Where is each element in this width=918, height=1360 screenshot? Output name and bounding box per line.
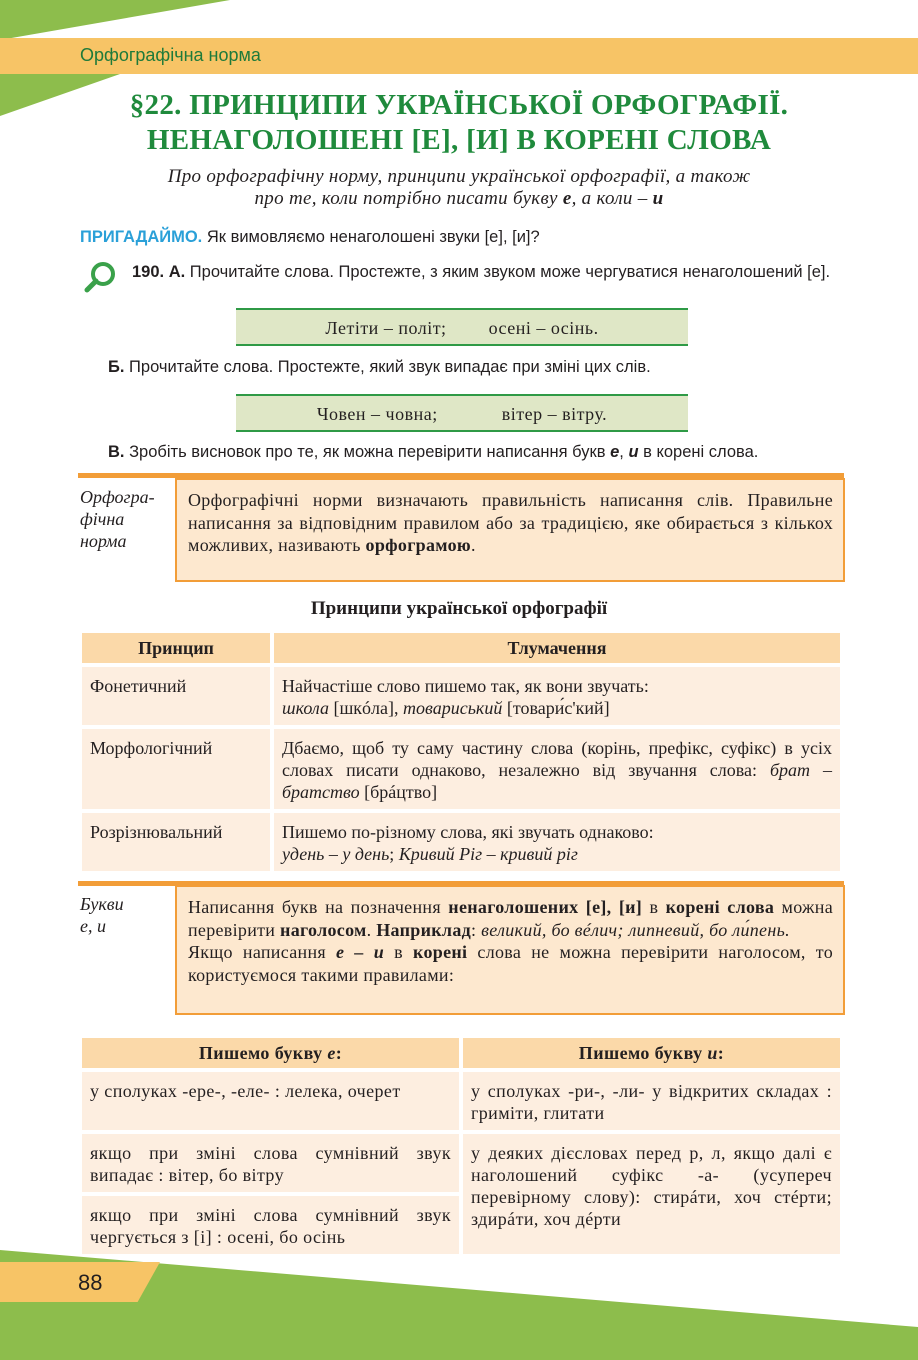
principle-name: Розрізнювальний: [82, 813, 270, 871]
letter-e: е: [610, 443, 620, 461]
desc-example: удень – у день: [282, 844, 390, 864]
page-title: [0, 88, 918, 158]
letter-i: и: [628, 443, 639, 461]
title-line-1: §22. ПРИНЦИПИ УКРАЇНСЬКОЇ ОРФОГРАФІЇ.: [129, 89, 789, 121]
principle-desc: [274, 813, 840, 871]
rule-bold: ненаголошених [е], [и]: [448, 897, 643, 917]
desc-text: Найчастіше слово пишемо так, як вони звучать:: [282, 676, 649, 696]
rule-text: Орфографічні норми визначають правильність написання слів. Правильне написання за відповідним правилом або за традицією, яке обирається з кількох можливих, називають: [188, 490, 833, 555]
exercise-text: ,: [619, 443, 629, 461]
exercise-190-part-a: [132, 262, 848, 282]
rule-bold: е – и: [336, 942, 385, 962]
rule-example: великий, бо вéлич; липневий, бо ли́пень.: [481, 919, 790, 940]
rule-cell: якщо при зміні слова сумнівний звук чергується з [і] : осені, бо осінь: [82, 1196, 459, 1254]
rule-text: .: [366, 919, 377, 940]
recall-text: Як вимовляємо ненаголошені звуки [е], [и]?: [202, 228, 540, 246]
rule-bold: Наприклад: [376, 919, 472, 940]
magnifier-icon: [84, 260, 118, 294]
rule-label-line: Орфогра-: [80, 487, 155, 507]
rule-cell: у сполуках -ере-, -еле- : лелека, очерет: [82, 1072, 459, 1130]
exercise-part-label: Б.: [108, 358, 125, 376]
letters-table: [78, 1034, 844, 1258]
desc-example: брат – братство: [282, 760, 832, 802]
desc-example: школа: [282, 698, 329, 718]
rule-text: можна перевірити: [188, 897, 834, 940]
page-subtitle: [60, 166, 858, 210]
desc-text: Дбаємо, щоб ту саму частину слова (корінь, префікс, суфікс) в усіх словах писати однаково, незалежно від звучання слова:: [282, 738, 832, 780]
exercise-190-part-v: [108, 443, 758, 462]
rule-bold: корені слова: [665, 897, 775, 917]
table-row: [82, 813, 840, 871]
subtitle-letter-i: и: [652, 188, 664, 209]
exercise-number: 190.: [132, 263, 165, 281]
word-box-1: [236, 308, 688, 346]
table-header: Пишемо букву и:: [463, 1038, 840, 1068]
word-pair: Човен – човна;: [316, 404, 438, 424]
exercise-text: в корені слова.: [638, 443, 759, 461]
exercise-text: Прочитайте слова. Простежте, з яким звуком може чергуватися ненаголошений [е].: [185, 263, 831, 281]
subtitle-letter-e: е: [562, 188, 572, 209]
title-line-2: НЕНАГОЛОШЕНІ [Е], [И] В КОРЕНІ СЛОВА: [146, 124, 772, 156]
desc-text: Пишемо по-різному слова, які звучать однаково:: [282, 822, 654, 842]
rule-label-line: Букви: [80, 894, 124, 914]
desc-example: товариський: [403, 698, 503, 718]
rule-label-line: норма: [80, 531, 127, 551]
rule-text: Написання букв на позначення: [188, 897, 449, 917]
word-pair: осені – осінь.: [488, 318, 599, 338]
table-header: Принцип: [82, 633, 270, 663]
subtitle-line-1: Про орфографічну норму, принципи української орфографії, а також: [167, 166, 751, 187]
rule-label-line: е, и: [80, 916, 106, 936]
rule-cell: у деяких дієсловах перед р, л, якщо далі є наголошений суфікс -а- (усупереч перевірному слову): стирáти, хоч стéрти; здирáти, хоч дéрти: [463, 1134, 840, 1254]
desc-example: Кривий Ріг – кривий ріг: [398, 844, 578, 864]
exercise-text: Прочитайте слова. Простежте, який звук випадає при зміні цих слів.: [124, 358, 651, 376]
header-decor-triangle: [0, 0, 230, 40]
rule-cell: у сполуках -ри-, -ли- у відкритих складах : гриміти, глитати: [463, 1072, 840, 1130]
exercise-part-label: А.: [168, 263, 186, 281]
exercise-text: Зробіть висновок про те, як можна перевірити написання букв: [124, 443, 611, 461]
rule-2-label: [80, 893, 124, 937]
rule-1-label: [80, 486, 155, 552]
subtitle-text: про те, коли потрібно писати букву: [254, 188, 563, 209]
table-header: Тлумачення: [274, 633, 840, 663]
desc-text: [брáцтво]: [359, 782, 438, 802]
exercise-part-label: В.: [108, 443, 125, 461]
rule-bold: корені: [413, 942, 468, 962]
recall-label: ПРИГАДАЙМО.: [80, 228, 203, 246]
rule-text: .: [470, 535, 476, 555]
table-1-title: Принципи української орфографії: [310, 598, 608, 619]
principle-desc: [274, 729, 840, 809]
rule-cell: якщо при зміні слова сумнівний звук випадає : вітер, бо вітру: [82, 1134, 459, 1192]
exercise-190-part-b: [108, 358, 651, 377]
rule-text: :: [471, 919, 482, 940]
subtitle-line-2: [60, 188, 858, 210]
rule-label-line: фічна: [80, 509, 125, 529]
desc-text: ;: [389, 844, 399, 864]
table-row: [82, 729, 840, 809]
desc-text: [шкóла],: [328, 698, 404, 718]
rule-text: Якщо написання: [188, 942, 337, 962]
rule-text: слова не можна перевірити наголосом, то користуємося такими правилами:: [188, 942, 833, 985]
table-header: Пишемо букву е:: [82, 1038, 459, 1068]
recall-prompt: [80, 228, 540, 247]
principle-desc: [274, 667, 840, 725]
word-pair: вітер – вітру.: [501, 404, 608, 424]
rule-bold: наголосом: [280, 919, 367, 940]
section-header: Орфографічна норма: [80, 45, 261, 65]
table-header-row: [82, 633, 840, 663]
rule-text: в: [642, 897, 666, 917]
table-row: [82, 667, 840, 725]
word-box-2: [236, 394, 688, 432]
rule-2-box: [175, 885, 845, 1015]
rule-term: орфограмою: [365, 535, 471, 555]
table-row: [82, 1072, 840, 1130]
principles-table: [78, 629, 844, 875]
page-number: 88: [78, 1270, 103, 1295]
table-header-row: [82, 1038, 840, 1068]
rule-text: в: [384, 942, 414, 962]
principle-name: Морфологічний: [82, 729, 270, 809]
subtitle-text: , а коли –: [571, 188, 653, 209]
table-row: [82, 1134, 840, 1192]
word-pair: Летіти – політ;: [325, 318, 447, 338]
desc-text: [товари́с'кий]: [502, 698, 610, 718]
principle-name: Фонетичний: [82, 667, 270, 725]
rule-1-box: [175, 478, 845, 582]
